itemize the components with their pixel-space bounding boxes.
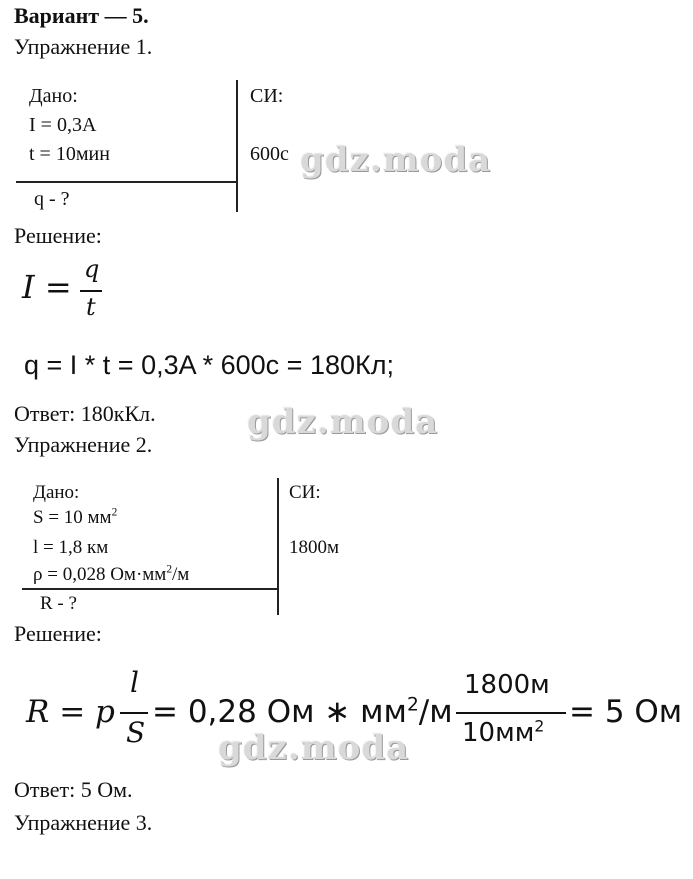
ex2-given-area — [33, 507, 117, 529]
ex1-si-value: 600с — [250, 143, 289, 165]
ex2-mid-tail: /м — [418, 694, 453, 730]
ex2-f2-bar — [456, 712, 566, 714]
watermark-1: gdz.moda — [300, 140, 492, 180]
ex1-si-label: СИ: — [250, 85, 284, 107]
ex2-f2-num: 1800м — [464, 670, 550, 700]
ex2-given-label: Дано: — [33, 482, 80, 503]
ex1-table-vline — [236, 80, 238, 212]
ex2-answer: Ответ: 5 Ом. — [14, 777, 133, 802]
ex1-given-line-time: t = 10мин — [29, 143, 110, 165]
ex1-formula-fraction — [80, 255, 102, 325]
ex2-formula-lhs: R = p — [26, 694, 115, 730]
ex1-table-hline — [16, 181, 237, 183]
ex2-formula-mid — [152, 694, 453, 730]
ex2-f1-num: l — [130, 666, 139, 699]
ex2-f1-den: S — [126, 716, 146, 749]
ex1-formula-den: t — [86, 293, 96, 321]
ex2-f2-den — [462, 718, 544, 748]
ex1-given-label: Дано: — [29, 85, 78, 107]
exercise-1-heading: Упражнение 1. — [14, 34, 153, 59]
ex2-table-vline — [277, 478, 279, 615]
watermark-3: gdz.moda — [218, 728, 410, 768]
ex2-given-resistivity — [33, 564, 189, 586]
ex2-rho-text: ρ = 0,028 Ом·мм — [33, 564, 167, 585]
ex2-area-text: S = 10 мм — [33, 507, 112, 528]
ex2-f2-den-exp: 2 — [534, 717, 545, 736]
ex2-area-exp: 2 — [111, 506, 118, 519]
ex2-formula-rhs: = 5 Ом — [569, 694, 683, 730]
ex2-si-label: СИ: — [289, 482, 321, 503]
page-title: Вариант — 5. — [14, 3, 149, 28]
ex2-f1-bar — [120, 712, 148, 714]
ex1-find-label: q - ? — [34, 188, 70, 210]
ex1-solution-label: Решение: — [14, 223, 102, 248]
ex2-solution-label: Решение: — [14, 621, 102, 646]
ex2-given-length: l = 1,8 км — [33, 537, 109, 558]
ex2-formula-fraction-2 — [456, 660, 566, 760]
ex2-si-value: 1800м — [289, 537, 340, 558]
ex1-formula-num: q — [84, 255, 100, 283]
ex2-rho-tail: /м — [172, 564, 190, 585]
exercise-2-heading: Упражнение 2. — [14, 432, 153, 457]
ex2-rho-exp: 2 — [166, 563, 173, 576]
ex2-f2-den-text: 10мм — [462, 718, 535, 748]
ex2-formula-fraction-1 — [120, 660, 148, 760]
ex1-formula-bar — [80, 290, 102, 292]
ex1-formula-lhs: I = — [22, 268, 72, 306]
watermark-2: gdz.moda — [247, 402, 439, 442]
ex2-find-label: R - ? — [40, 593, 77, 614]
ex2-mid-text: = 0,28 Ом ∗ мм — [152, 694, 407, 730]
ex2-table-hline — [22, 588, 278, 590]
ex1-calculation: q = I * t = 0,3A * 600c = 180Кл; — [24, 350, 394, 380]
ex2-mid-exp: 2 — [406, 694, 419, 716]
ex1-given-line-current: I = 0,3А — [29, 114, 97, 136]
exercise-3-heading: Упражнение 3. — [14, 810, 153, 835]
ex1-answer: Ответ: 180кКл. — [14, 401, 156, 426]
